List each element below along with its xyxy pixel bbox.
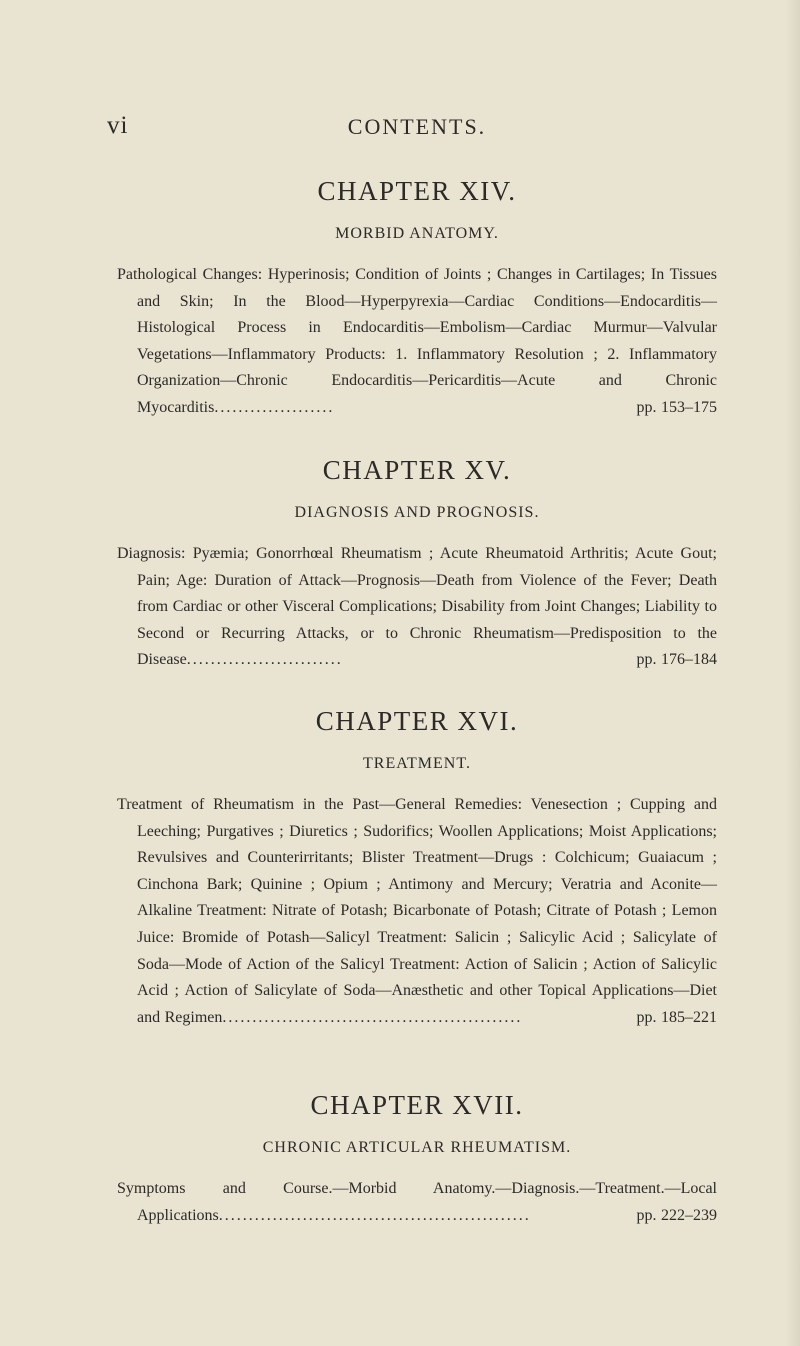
page-range: pp. 185–221 (636, 1008, 717, 1026)
chapter-summary (117, 792, 717, 1031)
chapter-summary (117, 1176, 717, 1229)
running-head (107, 112, 727, 138)
chapter-subtitle: MORBID ANATOMY. (335, 225, 499, 242)
chapter-xiv (117, 176, 717, 422)
page-range: pp. 153–175 (636, 398, 717, 416)
chapter-title: CHAPTER XIV. (317, 176, 517, 206)
chapter-subtitle: CHRONIC ARTICULAR RHEUMATISM. (262, 1139, 572, 1156)
page-range: pp. 176–184 (636, 651, 717, 669)
chapter-xvi (117, 706, 717, 1031)
chapter-title: CHAPTER XVII. (310, 1090, 524, 1120)
leader-dots: .................................................. (222, 1008, 523, 1026)
chapter-summary (117, 541, 717, 674)
chapter-xvii (117, 1090, 717, 1229)
chapter-summary-text: Pathological Changes: Hyperinosis; Condition of Joints ; Changes in Cartilages; In Tissues and Skin; In the Blood—Hyperpyrexia—Cardiac Conditions—Endocarditis—Histological Process in Endocarditis—Embolism—Cardiac Murmur—Valvular Vegetations—Inflammatory Products: 1. Inflammatory Resolution ; 2. Inflammatory Organization—Chronic Endocarditis—Pericarditis—Acute and Chronic Myocarditis (117, 266, 717, 416)
chapter-title: CHAPTER XVI. (315, 706, 519, 736)
chapter-summary-text: Diagnosis: Pyæmia; Gonorrhœal Rheumatism ; Acute Rheumatoid Arthritis; Acute Gout; Pain; Age: Duration of Attack—Prognosis—Death from Violence of the Fever; Death from Cardiac or other Visceral Complications; Disability from Joint Changes; Liability to Second or Recurring Attacks, or to Chronic Rheumatism—Predisposition to the Disease (117, 545, 717, 669)
leader-dots: .................... (214, 398, 335, 416)
page-edge-shadow (786, 0, 800, 1346)
chapter-subtitle: DIAGNOSIS AND PROGNOSIS. (294, 504, 540, 521)
page-range: pp. 222–239 (636, 1206, 717, 1224)
chapter-subtitle: TREATMENT. (363, 755, 471, 772)
leader-dots: .......................... (186, 651, 343, 669)
chapter-summary-text: Symptoms and Course.—Morbid Anatomy.—Diagnosis.—Treatment.—Local Applications (117, 1180, 717, 1224)
page-folio: vi (107, 112, 129, 139)
running-title: CONTENTS. (347, 114, 487, 139)
leader-dots: .................................................... (218, 1206, 531, 1224)
chapter-summary-text: Treatment of Rheumatism in the Past—General Remedies: Venesection ; Cupping and Leeching; Purgatives ; Diuretics ; Sudorifics; Woollen Applications; Moist Applications; Revulsives and Counterirritants; Blister Treatment—Drugs : Colchicum; Guaiacum ; Cinchona Bark; Quinine ; Opium ; Antimony and Mercury; Veratria and Aconite—Alkaline Treatment: Nitrate of Potash; Bicarbonate of Potash; Citrate of Potash ; Lemon Juice: Bromide of Potash—Salicyl Treatment: Salicin ; Salicylic Acid ; Salicylate of Soda—Mode of Action of the Salicyl Treatment: Action of Salicin ; Action of Salicylic Acid ; Action of Salicylate of Soda—Anæsthetic and other Topical Applications—Diet and Regimen (117, 796, 717, 1026)
chapter-xv (117, 455, 717, 674)
chapter-title: CHAPTER XV. (322, 455, 512, 485)
chapter-summary (117, 262, 717, 422)
